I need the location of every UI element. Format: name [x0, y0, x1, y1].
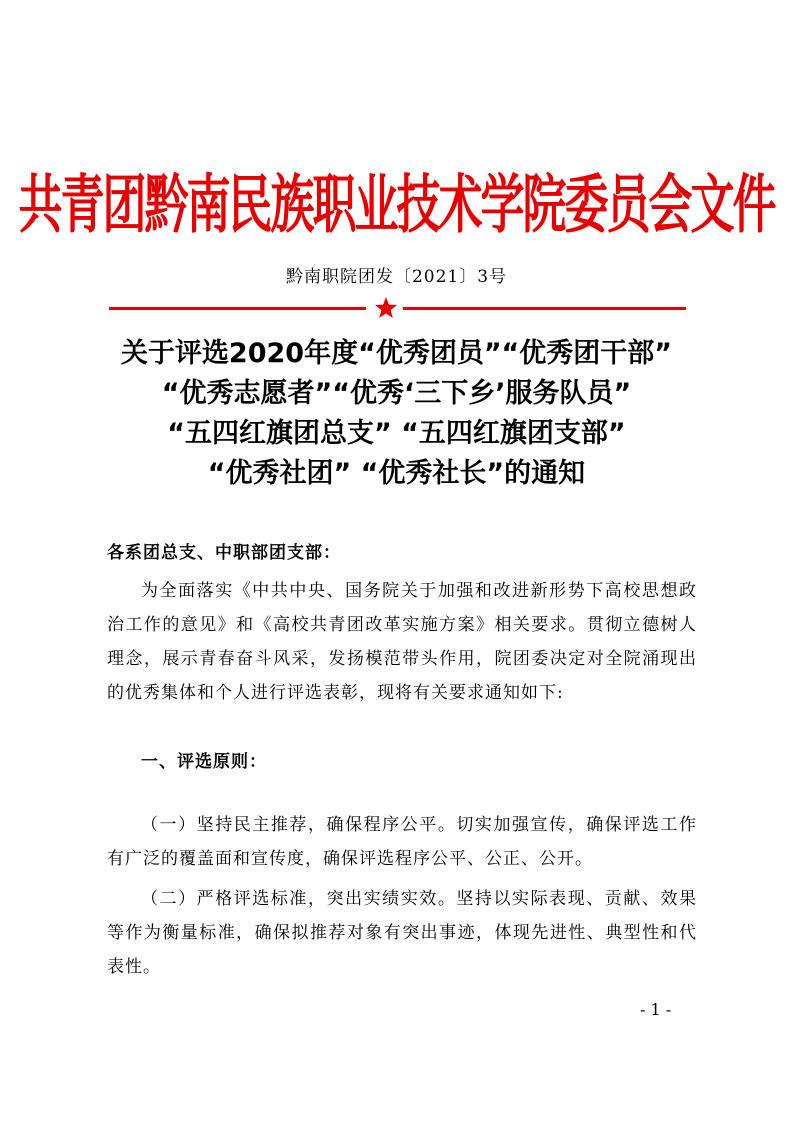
- notice-title-line-4: “优秀社团” “优秀社长”的通知: [207, 458, 586, 489]
- salutation: 各系团总支、中职部团支部：: [107, 543, 341, 563]
- divider-line-left: [109, 307, 366, 310]
- page-number: - 1 -: [640, 1000, 672, 1019]
- header-divider: [0, 296, 793, 320]
- document-number: 黔南职院团发〔2021〕3号: [285, 267, 508, 287]
- notice-title-line-3: “五四红旗团总支” “五四红旗团支部”: [167, 418, 626, 449]
- notice-title-line-2: “优秀志愿者”“优秀‘三下乡’服务队员”: [161, 378, 632, 409]
- section-heading-principles: 一、评选原则：: [141, 752, 267, 772]
- intro-paragraph: 为全面落实《中共中央、国务院关于加强和改进新形势下高校思想政治工作的意见》和《高校共青团改革实施方案》相关要求。贯彻立德树人理念，展示青春奋斗风采，发扬模范带头作用，院团委决定对全院涌现出的优秀集体和个人进行评选表彰，现将有关要求通知如下:: [107, 581, 697, 703]
- org-header-title: 共青团黔南民族职业技术学院委员会文件: [18, 168, 775, 243]
- principle-1: （一）坚持民主推荐，确保程序公平。切实加强宣传，确保评选工作有广泛的覆盖面和宣传度，确保评选程序公平、公正、公开。: [107, 815, 697, 869]
- divider-line-right: [403, 307, 686, 310]
- star-icon: [374, 296, 398, 320]
- principle-2: （二）严格评选标准，突出实绩实效。坚持以实际表现、贡献、效果等作为衡量标准，确保拟推荐对象有突出事迹，体现先进性、典型性和代表性。: [107, 889, 697, 977]
- notice-title-line-1: 关于评选2020年度“优秀团员”“优秀团干部”: [120, 338, 673, 369]
